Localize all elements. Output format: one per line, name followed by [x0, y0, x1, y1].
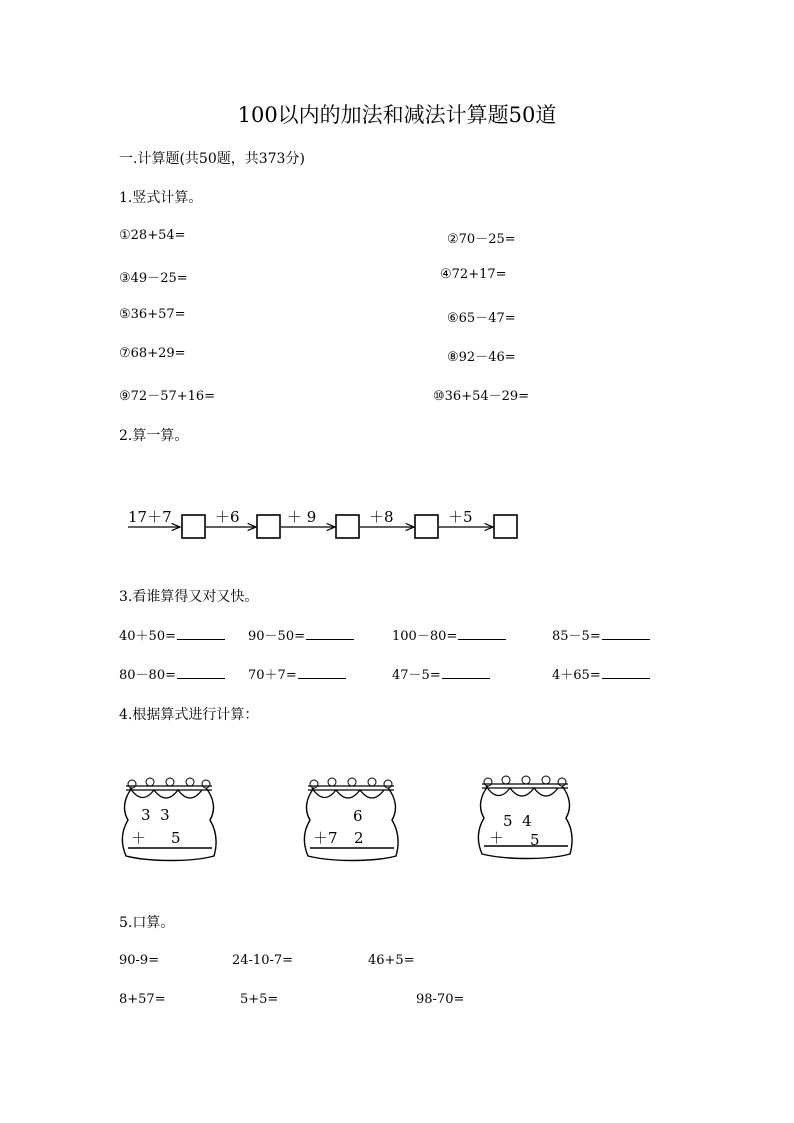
q1-item: ④72+17= — [440, 267, 507, 282]
q1-item: ③49－25= — [119, 271, 188, 286]
q1-heading: 1.竖式计算。 — [119, 190, 203, 206]
answer-blank[interactable] — [602, 666, 650, 679]
pot-operator: ＋ — [131, 829, 147, 847]
pot-bottom-number: 5 — [171, 829, 181, 847]
q5-item: 90-9= — [119, 953, 160, 968]
q1-item: ②70－25= — [447, 232, 516, 247]
pot-bottom-number: 5 — [530, 831, 540, 849]
answer-blank[interactable] — [458, 627, 506, 640]
q2-heading: 2.算一算。 — [119, 428, 189, 444]
pot-operator: ＋7 — [313, 829, 338, 847]
q5-heading: 5.口算。 — [119, 915, 175, 931]
chain-start-label: 17＋7 — [128, 508, 172, 526]
q5-item: 98-70= — [416, 992, 465, 1007]
q3-heading: 3.看谁算得又对又快。 — [119, 589, 259, 605]
pot-bottom-number: 2 — [354, 829, 364, 847]
pot-top-number: 6 — [353, 807, 363, 825]
q5-item: 24-10-7= — [232, 953, 294, 968]
answer-blank[interactable] — [306, 627, 354, 640]
q1-item: ⑤36+57= — [119, 307, 186, 322]
chain-step-label: ＋5 — [448, 508, 473, 526]
q1-item: ⑨72－57+16= — [119, 389, 216, 404]
answer-blank[interactable] — [177, 627, 225, 640]
fill-blank-item: 80－80= — [119, 664, 225, 683]
answer-blank[interactable] — [602, 627, 650, 640]
pot-top-number: 5 4 — [503, 812, 532, 830]
q1-item: ⑥65－47= — [447, 311, 516, 326]
fill-blank-item: 4＋65= — [552, 664, 650, 683]
page-title: 100以内的加法和减法计算题50道 — [237, 103, 557, 127]
chain-step-label: ＋8 — [369, 508, 394, 526]
q1-item: ⑩36+54－29= — [433, 389, 530, 404]
chain-step-label: ＋6 — [215, 508, 240, 526]
q1-item: ①28+54= — [119, 228, 186, 243]
answer-blank[interactable] — [298, 666, 346, 679]
answer-box — [336, 515, 359, 538]
fill-blank-item: 47－5= — [392, 664, 490, 683]
answer-box — [182, 515, 205, 538]
answer-box — [415, 515, 438, 538]
q4-heading: 4.根据算式进行计算： — [119, 707, 259, 723]
q5-item: 46+5= — [368, 953, 415, 968]
fill-blank-item: 90－50= — [248, 625, 354, 644]
chain-step-label: ＋ 9 — [287, 508, 317, 526]
q5-item: 5+5= — [240, 992, 279, 1007]
section-heading: 一.计算题(共50题，共373分) — [119, 151, 305, 167]
fill-blank-item: 85－5= — [552, 625, 650, 644]
answer-box — [257, 515, 280, 538]
pot-operator: ＋ — [489, 829, 505, 847]
answer-box — [494, 515, 517, 538]
fill-blank-item: 100－80= — [392, 625, 506, 644]
pot-top-number: 3 3 — [141, 806, 170, 824]
q1-item: ⑧92－46= — [447, 350, 516, 365]
answer-blank[interactable] — [177, 666, 225, 679]
q1-item: ⑦68+29= — [119, 346, 186, 361]
answer-blank[interactable] — [442, 666, 490, 679]
fill-blank-item: 70＋7= — [248, 664, 346, 683]
q5-item: 8+57= — [119, 992, 166, 1007]
pot-illustration — [304, 778, 398, 861]
fill-blank-item: 40＋50= — [119, 625, 225, 644]
